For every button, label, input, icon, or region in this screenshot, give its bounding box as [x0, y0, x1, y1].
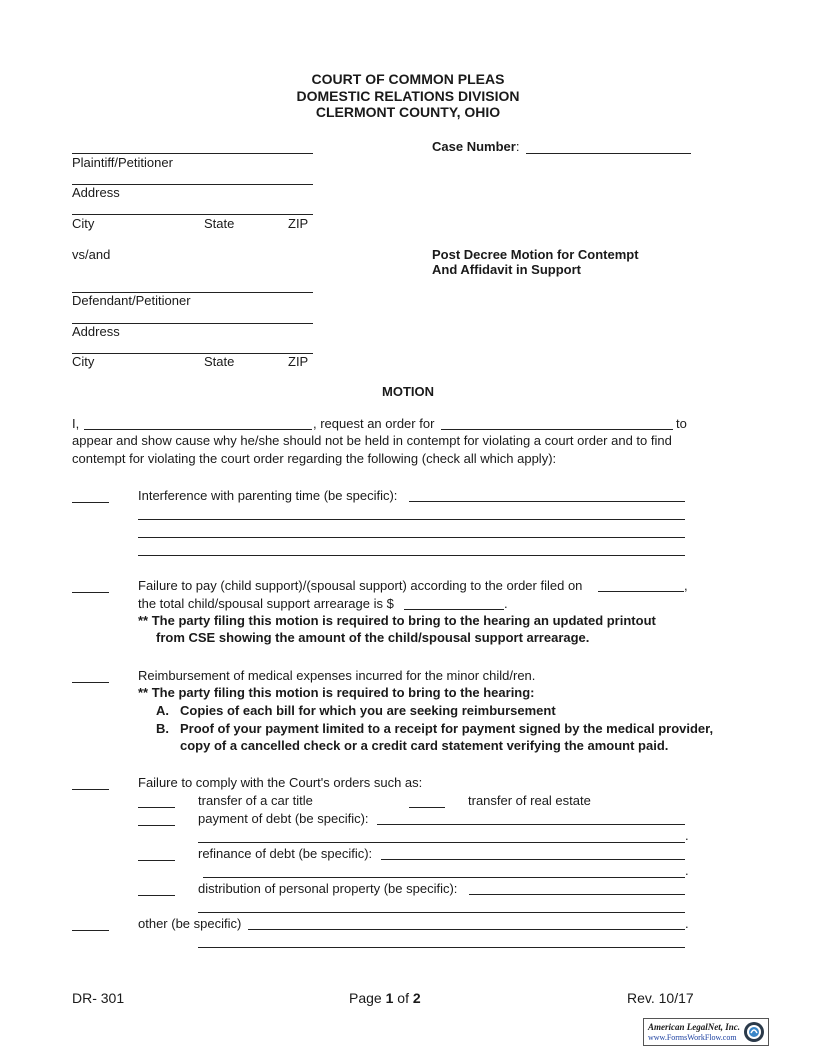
property-detail-line2[interactable] [198, 912, 685, 913]
american-legalnet-logo[interactable] [643, 1018, 769, 1046]
item2-note-line1: ** The party filing this motion is required to bring to the hearing an updated printout [138, 613, 656, 628]
revision-date: Rev. 10/17 [627, 990, 694, 1006]
item2-label-line2: the total child/spousal support arrearage is $ [138, 596, 394, 611]
car-title-label: transfer of a car title [198, 793, 313, 808]
item3-b-letter: B. [156, 721, 169, 736]
item2-comma: , [684, 578, 688, 593]
plaintiff-zip-label: ZIP [288, 216, 309, 231]
item1-detail-line1[interactable] [409, 501, 685, 502]
item3-a-text: Copies of each bill for which you are seeking reimbursement [180, 703, 556, 718]
other-detail-line1[interactable] [248, 929, 685, 930]
item2-note-line2: from CSE showing the amount of the child/spousal support arrearage. [156, 630, 590, 645]
defendant-zip-label: ZIP [288, 354, 309, 369]
vs-label: vs/and [72, 247, 111, 262]
court-county: CLERMONT COUNTY, OHIO [315, 104, 501, 120]
item3-label: Reimbursement of medical expenses incurred for the minor child/ren. [138, 668, 536, 683]
item3-b-line1: Proof of your payment limited to a receipt for payment signed by the medical provider, [180, 721, 714, 736]
logo-company-name: American LegalNet, Inc. [648, 1022, 740, 1032]
debt-period: . [685, 828, 689, 843]
court-division: DOMESTIC RELATIONS DIVISION [296, 88, 520, 104]
item2-label-line1: Failure to pay (child support)/(spousal support) according to the order filed on [138, 578, 583, 593]
arrearage-amount-field[interactable] [404, 609, 504, 610]
item2-period: . [504, 596, 508, 611]
other-detail-line2[interactable] [198, 947, 685, 948]
property-label: distribution of personal property (be specific): [198, 881, 458, 896]
legalnet-seal-icon [743, 1021, 765, 1043]
defendant-state-label: State [204, 354, 235, 369]
refinance-period: . [685, 863, 689, 878]
intro-line3: contempt for violating the court order regarding the following (check all which apply): [72, 451, 557, 466]
item3-checkbox[interactable] [72, 682, 109, 683]
other-label: other (be specific) [138, 916, 242, 931]
plaintiff-label: Plaintiff/Petitioner [72, 155, 173, 170]
item1-detail-line2[interactable] [138, 519, 685, 520]
item1-detail-line4[interactable] [138, 555, 685, 556]
item1-detail-line3[interactable] [138, 537, 685, 538]
debt-label: payment of debt (be specific): [198, 811, 369, 826]
intro-i: I, [72, 416, 80, 431]
movant-name-field[interactable] [84, 429, 312, 430]
item4-checkbox[interactable] [72, 789, 109, 790]
property-detail-line1[interactable] [469, 894, 685, 895]
case-number-field[interactable] [526, 153, 691, 154]
item3-b-line2: copy of a cancelled check or a credit card statement verifying the amount paid. [180, 738, 669, 753]
real-estate-label: transfer of real estate [468, 793, 591, 808]
intro-to: to [676, 416, 687, 431]
debt-detail-line1[interactable] [377, 824, 685, 825]
defendant-address-label: Address [72, 324, 120, 339]
debt-detail-line2[interactable] [198, 842, 685, 843]
refinance-detail-line2[interactable] [203, 877, 685, 878]
item2-checkbox[interactable] [72, 592, 109, 593]
case-number-label: Case Number: [432, 139, 520, 154]
page-indicator: Page 1 of 2 [349, 990, 421, 1006]
car-title-checkbox[interactable] [138, 807, 175, 808]
logo-website: www.FormsWorkFlow.com [648, 1033, 737, 1042]
refinance-detail-line1[interactable] [381, 859, 685, 860]
item3-note: ** The party filing this motion is required to bring to the hearing: [138, 685, 535, 700]
debt-checkbox[interactable] [138, 825, 175, 826]
respondent-name-field[interactable] [441, 429, 673, 430]
property-checkbox[interactable] [138, 895, 175, 896]
document-title-line2: And Affidavit in Support [432, 262, 581, 277]
defendant-city-state-zip-field[interactable] [72, 353, 313, 354]
plaintiff-name-field[interactable] [72, 153, 313, 154]
plaintiff-state-label: State [204, 216, 235, 231]
court-name: COURT OF COMMON PLEAS [311, 71, 505, 87]
item4-label: Failure to comply with the Court's orders such as: [138, 775, 423, 790]
real-estate-checkbox[interactable] [409, 807, 445, 808]
intro-request: , request an order for [313, 416, 435, 431]
other-checkbox[interactable] [72, 930, 109, 931]
form-number: DR- 301 [72, 990, 125, 1006]
motion-heading: MOTION [382, 384, 434, 399]
intro-line2: appear and show cause why he/she should not be held in contempt for violating a court order and to find [72, 433, 672, 448]
plaintiff-city-state-zip-field[interactable] [72, 214, 313, 215]
document-title-line1: Post Decree Motion for Contempt [432, 247, 639, 262]
item3-a-letter: A. [156, 703, 169, 718]
plaintiff-address-label: Address [72, 185, 120, 200]
item1-checkbox[interactable] [72, 502, 109, 503]
refinance-checkbox[interactable] [138, 860, 175, 861]
defendant-label: Defendant/Petitioner [72, 293, 191, 308]
defendant-city-label: City [72, 354, 95, 369]
item1-label: Interference with parenting time (be specific): [138, 488, 398, 503]
other-period: . [685, 916, 689, 931]
order-date-field[interactable] [598, 591, 684, 592]
plaintiff-city-label: City [72, 216, 95, 231]
refinance-label: refinance of debt (be specific): [198, 846, 373, 861]
